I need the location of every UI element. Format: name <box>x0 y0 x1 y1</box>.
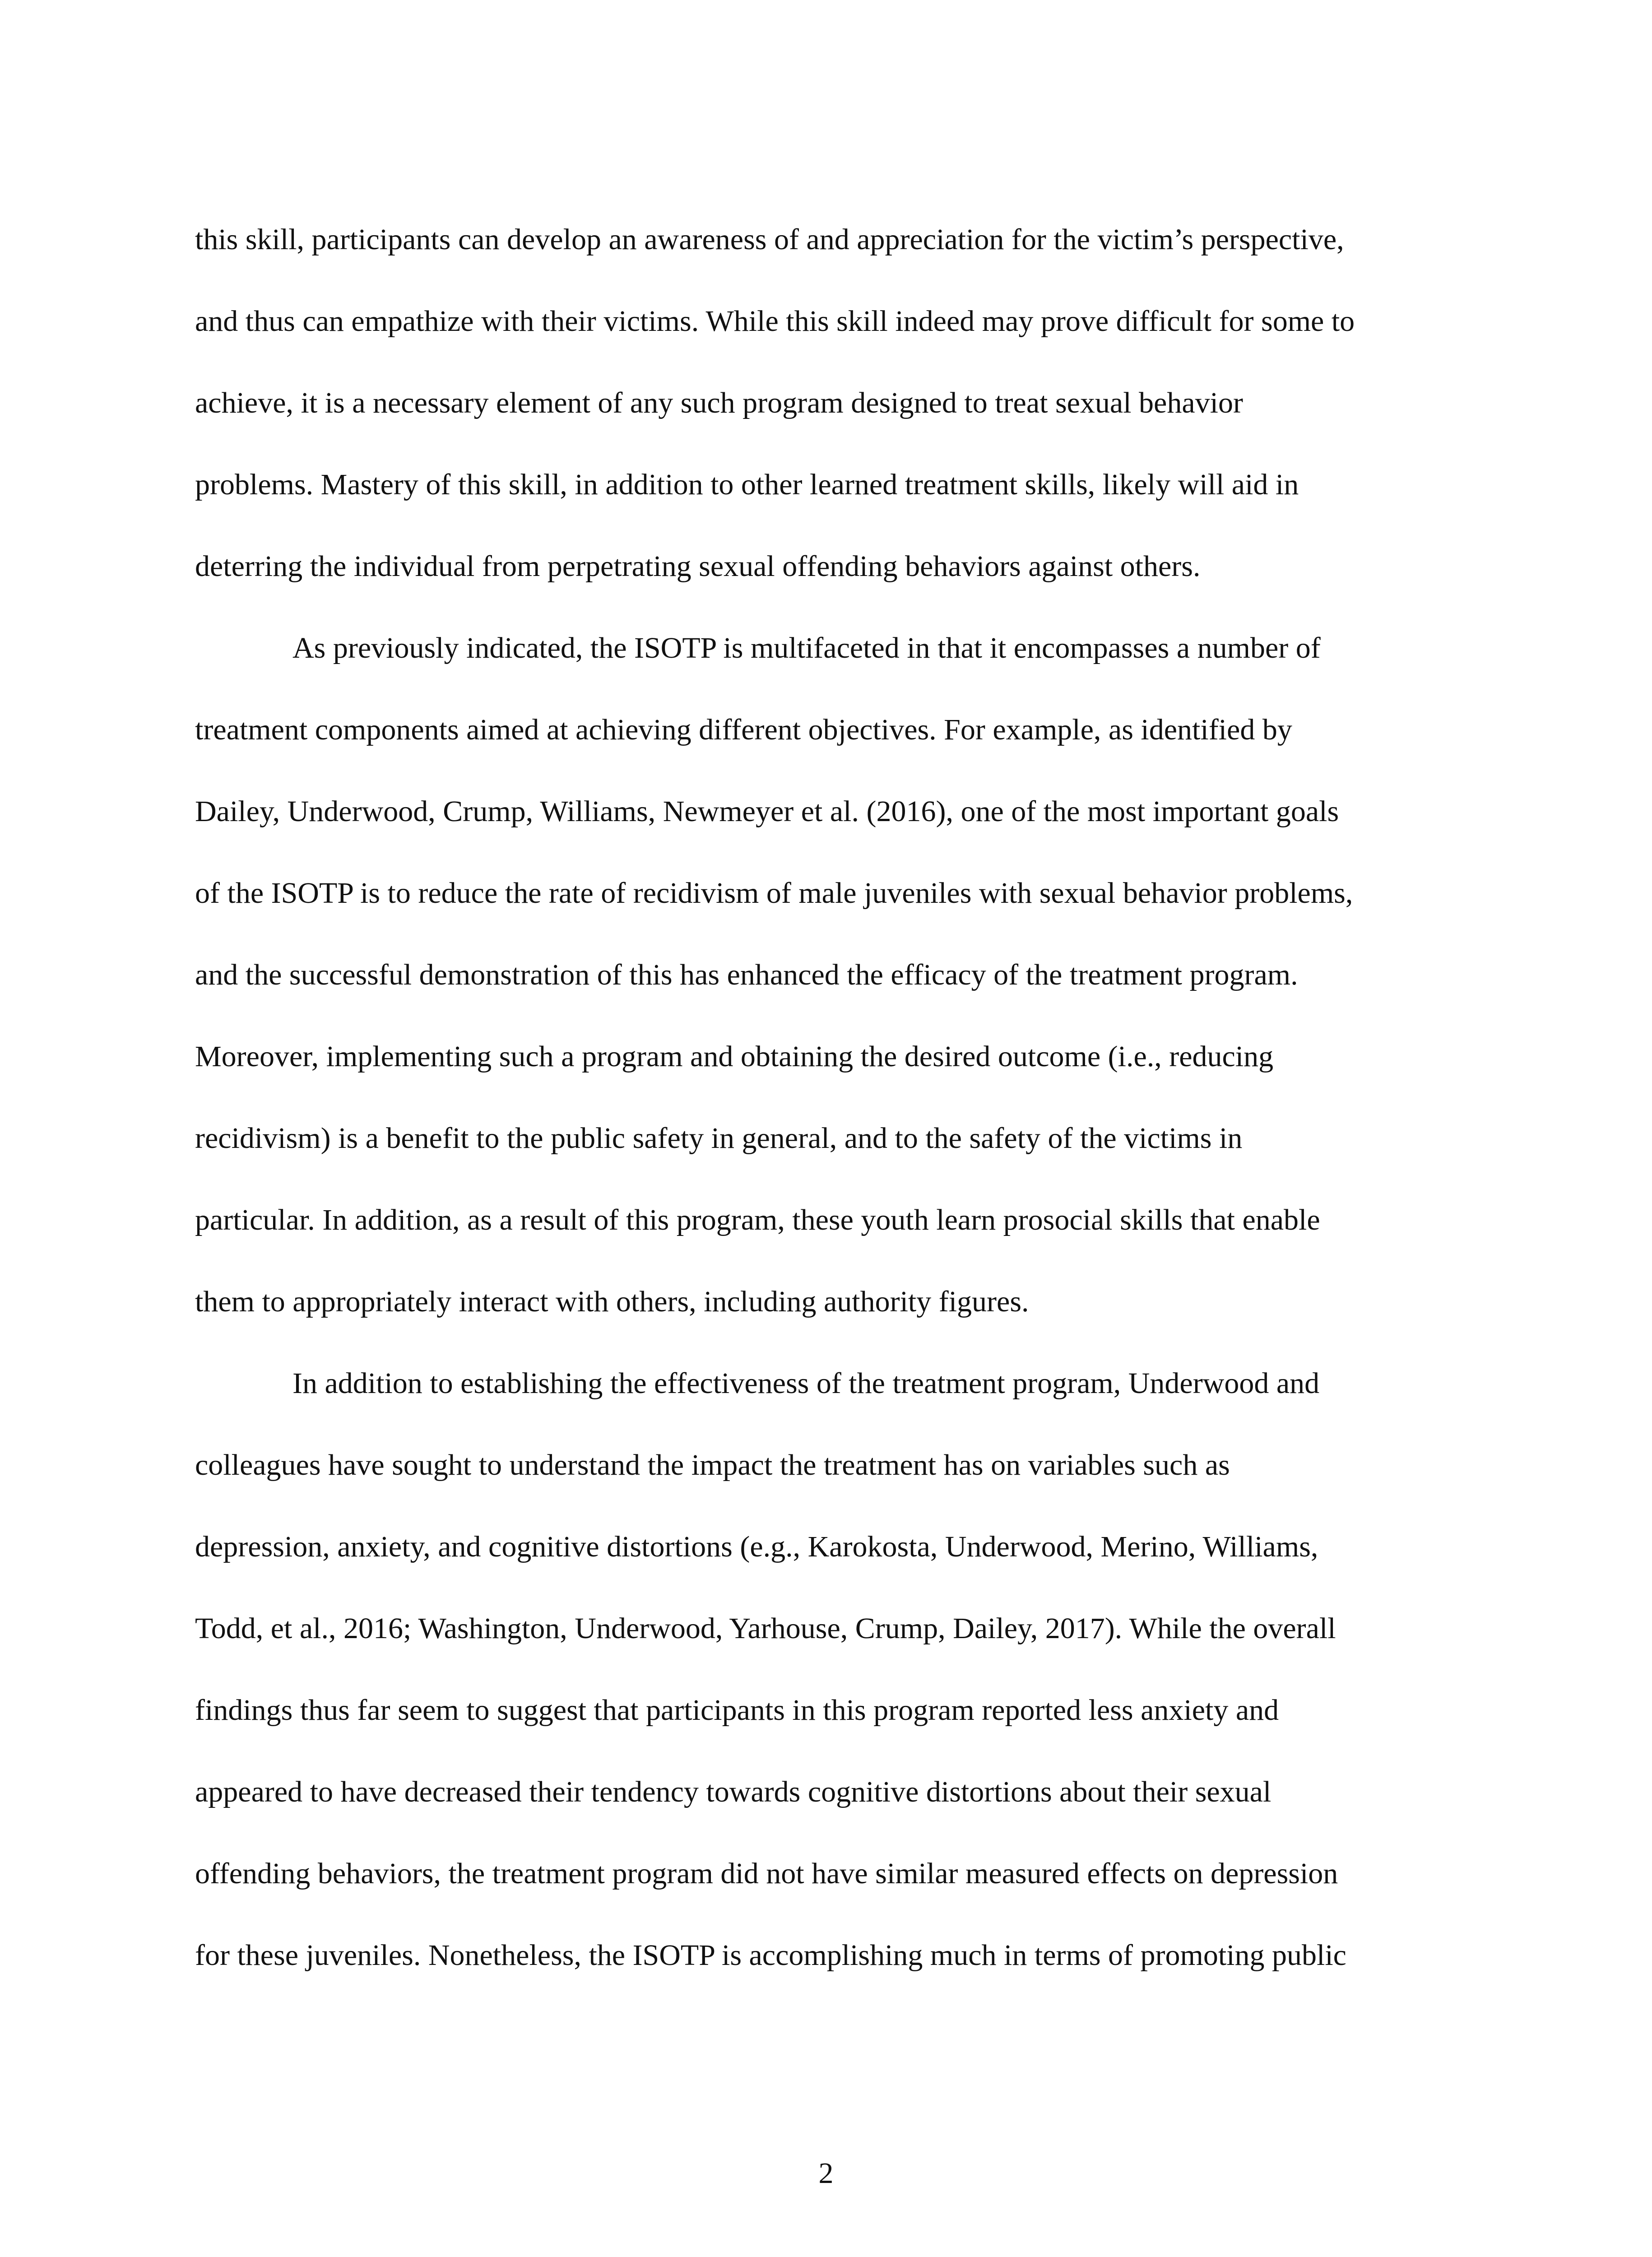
text-line: colleagues have sought to understand the impact the treatment has on variables such as <box>195 1449 1230 1481</box>
paragraph-start-line: As previously indicated, the ISOTP is multifaceted in that it encompasses a number of <box>292 632 1321 664</box>
text-line: Dailey, Underwood, Crump, Williams, Newmeyer et al. (2016), one of the most important goals <box>195 795 1339 828</box>
text-line: treatment components aimed at achieving different objectives. For example, as identified by <box>195 713 1292 746</box>
text-line: for these juveniles. Nonetheless, the ISOTP is accomplishing much in terms of promoting public <box>195 1939 1346 1972</box>
page-number: 2 <box>818 2157 834 2190</box>
paragraph-start-line: In addition to establishing the effectiveness of the treatment program, Underwood and <box>292 1367 1320 1400</box>
text-line: depression, anxiety, and cognitive distortions (e.g., Karokosta, Underwood, Merino, Williams, <box>195 1530 1318 1563</box>
text-line: of the ISOTP is to reduce the rate of recidivism of male juveniles with sexual behavior problems, <box>195 877 1353 910</box>
text-line: particular. In addition, as a result of this program, these youth learn prosocial skills that enable <box>195 1203 1320 1236</box>
text-line: problems. Mastery of this skill, in addition to other learned treatment skills, likely will aid in <box>195 468 1299 501</box>
text-line: and thus can empathize with their victims. While this skill indeed may prove difficult for some to <box>195 305 1355 338</box>
text-line: deterring the individual from perpetrating sexual offending behaviors against others. <box>195 550 1201 583</box>
text-line: recidivism) is a benefit to the public safety in general, and to the safety of the victims in <box>195 1122 1243 1155</box>
text-line: offending behaviors, the treatment program did not have similar measured effects on depression <box>195 1857 1338 1890</box>
text-line: this skill, participants can develop an awareness of and appreciation for the victim’s perspective, <box>195 223 1344 256</box>
text-line: findings thus far seem to suggest that participants in this program reported less anxiety and <box>195 1694 1279 1727</box>
text-line: them to appropriately interact with others, including authority figures. <box>195 1285 1029 1318</box>
text-line: and the successful demonstration of this has enhanced the efficacy of the treatment program. <box>195 958 1298 991</box>
text-line: Moreover, implementing such a program and obtaining the desired outcome (i.e., reducing <box>195 1040 1274 1073</box>
text-line: Todd, et al., 2016; Washington, Underwood, Yarhouse, Crump, Dailey, 2017). While the overall <box>195 1612 1336 1645</box>
text-line: achieve, it is a necessary element of any such program designed to treat sexual behavior <box>195 386 1243 419</box>
body-text <box>195 199 1495 1996</box>
text-line: appeared to have decreased their tendency towards cognitive distortions about their sexual <box>195 1775 1271 1808</box>
